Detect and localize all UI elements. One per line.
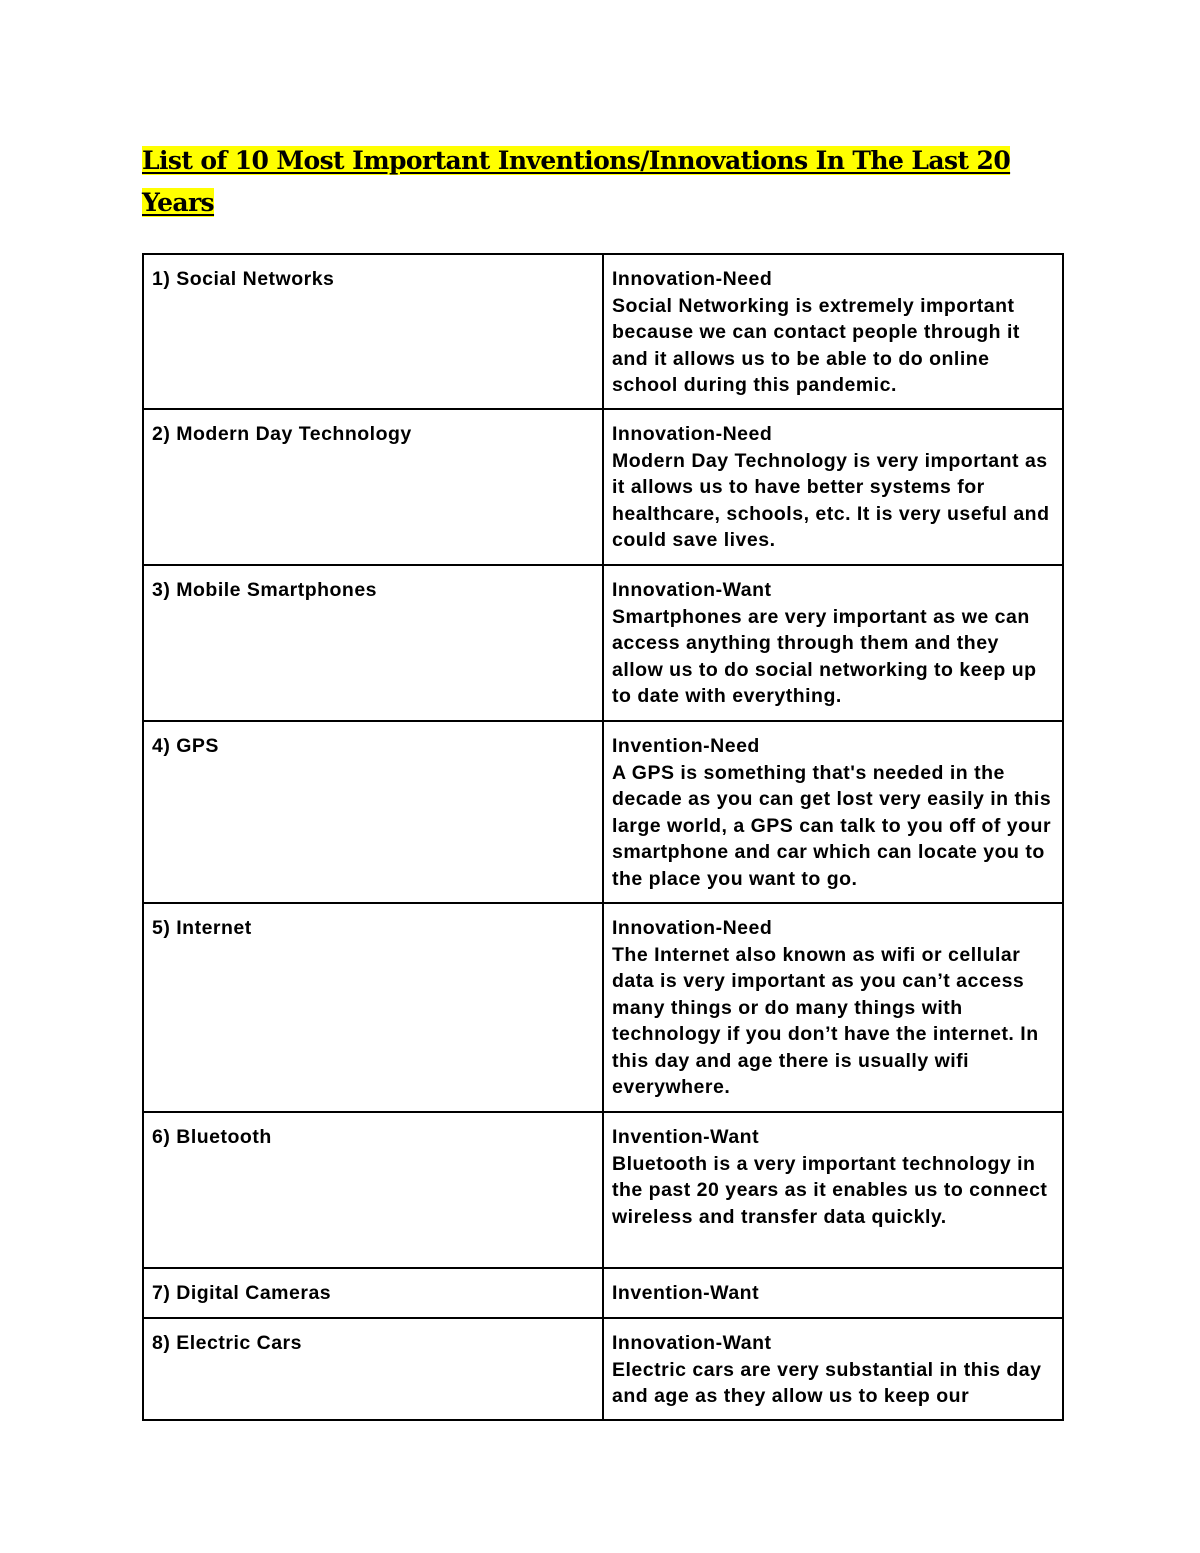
table-row: [143, 565, 1063, 721]
invention-description: Modern Day Technology is very important as it allows us to have better systems for healthcare, schools, etc. It is very useful and could save lives.: [612, 449, 1050, 551]
invention-name: 4) GPS: [143, 721, 603, 903]
table-row: [143, 409, 1063, 565]
invention-category: Innovation-Need: [612, 268, 773, 290]
table-row: [143, 1112, 1063, 1268]
invention-name: 1) Social Networks: [143, 254, 603, 409]
invention-description: Smartphones are very important as we can access anything through them and they allow us to do social networking to keep up to date with everything.: [612, 605, 1037, 707]
table-row: [143, 1268, 1063, 1318]
invention-details: [603, 1268, 1063, 1318]
invention-category: Invention-Need: [612, 735, 760, 757]
table-row: [143, 721, 1063, 903]
invention-name: 3) Mobile Smartphones: [143, 565, 603, 721]
invention-details: [603, 1112, 1063, 1268]
invention-description: The Internet also known as wifi or cellular data is very important as you can’t access many things or do many things with technology if you don’t have the internet. In this day and age there is usually wifi everywhere.: [612, 943, 1039, 1098]
invention-category: Invention-Want: [612, 1126, 760, 1148]
table-row: [143, 1318, 1063, 1420]
invention-details: [603, 903, 1063, 1112]
invention-name: 7) Digital Cameras: [143, 1268, 603, 1318]
invention-details: [603, 254, 1063, 409]
invention-category: Innovation-Need: [612, 917, 773, 939]
invention-details: [603, 565, 1063, 721]
invention-description: Electric cars are very substantial in this day and age as they allow us to keep our: [612, 1358, 1042, 1407]
invention-category: Innovation-Need: [612, 423, 773, 445]
invention-description: Bluetooth is a very important technology in the past 20 years as it enables us to connect wireless and transfer data quickly.: [612, 1152, 1048, 1228]
invention-name: 2) Modern Day Technology: [143, 409, 603, 565]
invention-name: 6) Bluetooth: [143, 1112, 603, 1268]
invention-details: [603, 1318, 1063, 1420]
table-row: [143, 254, 1063, 409]
document-title: List of 10 Most Important Inventions/Innovations In The Last 20 Years: [142, 146, 1011, 217]
table-row: [143, 903, 1063, 1112]
invention-category: Innovation-Want: [612, 1332, 772, 1354]
invention-category: Innovation-Want: [612, 579, 772, 601]
invention-category: Invention-Want: [612, 1282, 760, 1304]
invention-details: [603, 721, 1063, 903]
invention-description: Social Networking is extremely important because we can contact people through it and it allows us to be able to do online school during this pandemic.: [612, 294, 1020, 396]
invention-name: 5) Internet: [143, 903, 603, 1112]
invention-description: A GPS is something that's needed in the decade as you can get lost very easily in this large world, a GPS can talk to you off of your smartphone and car which can locate you to the place you want to go.: [612, 761, 1052, 890]
invention-details: [603, 409, 1063, 565]
inventions-table: [142, 253, 1064, 1421]
invention-name: 8) Electric Cars: [143, 1318, 603, 1420]
